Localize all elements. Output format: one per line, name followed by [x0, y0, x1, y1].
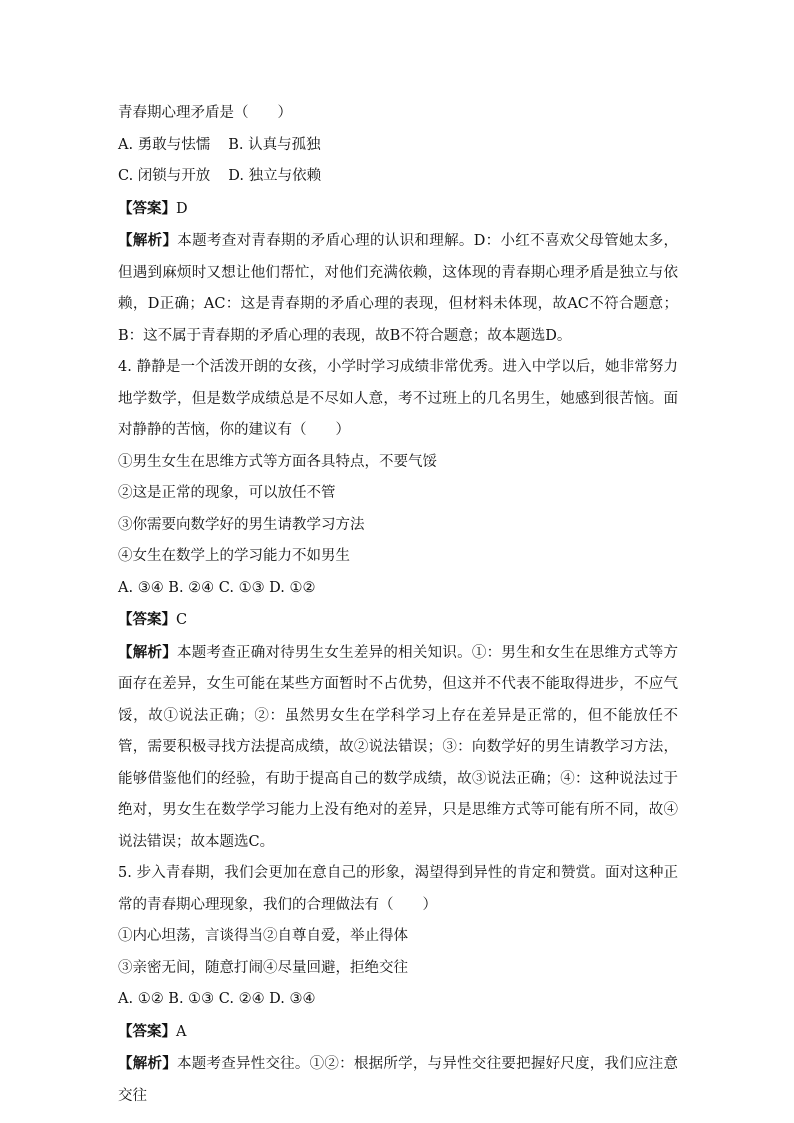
answer-tag: 【答案】: [118, 1022, 176, 1040]
exam-page: [118, 98, 678, 1112]
analysis-tag: 【解析】: [118, 1055, 177, 1072]
question-3-answer: [118, 193, 678, 226]
option-a: A. 勇敢与怯懦: [118, 136, 211, 153]
question-5-items-1-2: ①内心坦荡，言谈得当②自尊自爱，举止得体: [118, 928, 408, 944]
question-3-stem: 青春期心理矛盾是（ ）: [118, 105, 292, 121]
question-4-item-3: ③你需要向数学好的男生请教学习方法: [118, 516, 365, 533]
question-5-items-3-4: ③亲密无间，随意打闹④尽量回避，拒绝交往: [118, 959, 408, 976]
question-4-item-1: ①男生女生在思维方式等方面各具特点，不要气馁: [118, 453, 437, 470]
analysis-tag: 【解析】: [118, 232, 178, 249]
answer-value: A: [176, 1023, 187, 1040]
question-3-options-row-1: [118, 130, 678, 162]
option-c: C. 闭锁与开放: [118, 168, 211, 184]
question-4-answer: [118, 604, 678, 637]
answer-tag: 【答案】: [118, 611, 176, 628]
analysis-tag: 【解析】: [118, 643, 177, 661]
analysis-text: 本题考查异性交往。①②：根据所学，与异性交往要把握好尺度，我们应注意交往: [118, 1056, 679, 1104]
answer-value: D: [176, 200, 188, 217]
question-3-analysis: [118, 225, 678, 352]
question-3-options-row-2: [118, 161, 678, 193]
question-5-stem: 5. 步入青春期，我们会更加在意自己的形象，渴望得到异性的肯定和赞赏。面对这种正常的青春期心理现象，我们的合理做法有（ ）: [118, 865, 678, 913]
question-5-options: A. ①② B. ①③ C. ②④ D. ③④: [118, 991, 316, 1007]
option-d: D. 独立与依赖: [228, 168, 322, 184]
question-4-stem: 4. 静静是一个活泼开朗的女孩，小学时学习成绩非常优秀。进入中学以后，她非常努力地学数学，但是数学成绩总是不尽如人意，考不过班上的几名男生，她感到很苦恼。面对静静的苦恼，你的建议有（ ）: [118, 359, 678, 438]
question-4-options: A. ③④ B. ②④ C. ①③ D. ①②: [118, 579, 316, 596]
analysis-text: 本题考查对青春期的矛盾心理的认识和理解。D：小红不喜欢父母管她太多，但遇到麻烦时又想让他们帮忙，对他们充满依赖，这体现的青春期心理矛盾是独立与依赖，D正确；AC：这是青春期的矛盾心理的表现，但材料未体现，故AC不符合题意；B：这不属于青春期的矛盾心理的表现，故B不符合题意；故本题选D。: [118, 233, 679, 344]
answer-value: C: [176, 612, 188, 628]
question-4-item-4: ④女生在数学上的学习能力不如男生: [118, 548, 350, 564]
analysis-text: 本题考查正确对待男生女生差异的相关知识。①：男生和女生在思维方式等方面存在差异，女生可能在某些方面暂时不占优势，但这并不代表不能取得进步，不应气馁，故①说法正确；②：虽然男女生在学科学习上存在差异是正常的，但不能放任不管，需要积极寻找方法提高成绩，故②说法错误；③：向数学好的男生请教学习方法，能够借鉴他们的经验，有助于提高自己的数学成绩，故③说法正确；④：这种说法过于绝对，男女生在数学学习能力上没有绝对的差异，只是思维方式等可能有所不同，故④说法错误；故本题选C。: [118, 644, 679, 850]
question-5-answer: [118, 1016, 678, 1049]
question-4-item-2: ②这是正常的现象，可以放任不管: [118, 485, 336, 501]
question-4-analysis: [118, 637, 678, 859]
question-5-analysis: [118, 1048, 678, 1112]
answer-tag: 【答案】: [118, 199, 176, 217]
option-b: B. 认真与孤独: [228, 136, 321, 153]
